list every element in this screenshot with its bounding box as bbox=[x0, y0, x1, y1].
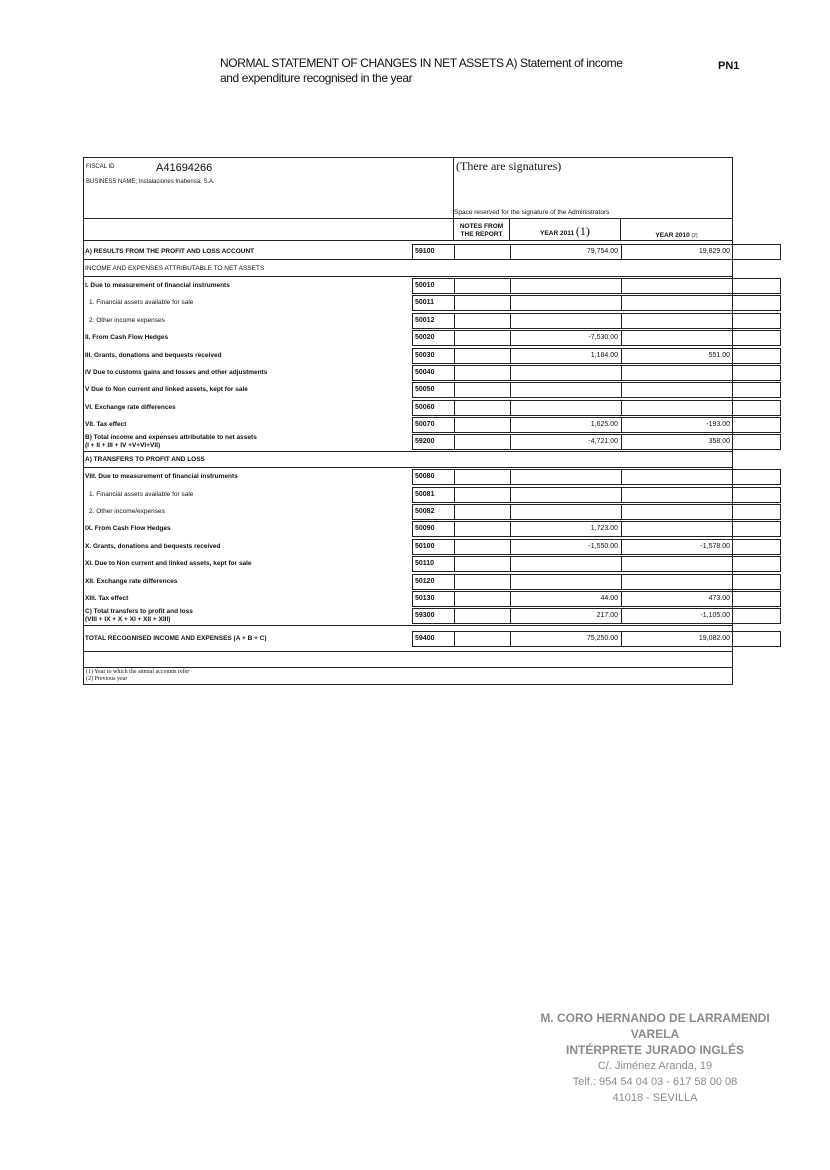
value-year-previous: -1,578.00 bbox=[700, 543, 730, 550]
cell-divider bbox=[621, 366, 622, 380]
row-cells bbox=[412, 313, 781, 329]
cell-divider bbox=[454, 557, 455, 571]
row-label: B) Total income and expenses attributable to net assets bbox=[85, 434, 257, 441]
cell-divider bbox=[621, 505, 622, 519]
cell-divider bbox=[510, 575, 511, 589]
row-cells bbox=[412, 556, 781, 572]
value-year-current: -1,550.00 bbox=[588, 543, 618, 550]
footnote-1: (1) Year to which the annual accounts refer bbox=[86, 669, 190, 675]
cell-divider bbox=[621, 279, 622, 293]
table-row bbox=[84, 504, 732, 520]
row-label: XII. Exchange rate differences bbox=[85, 578, 178, 585]
year-current-label: YEAR bbox=[540, 230, 559, 237]
table-row bbox=[84, 348, 732, 364]
year-previous-header bbox=[621, 232, 732, 240]
cell-divider bbox=[454, 296, 455, 310]
row-code: 50050 bbox=[415, 386, 435, 393]
stamp-line-5: 41018 - SEVILLA bbox=[612, 1092, 698, 1104]
row-cells bbox=[412, 487, 781, 503]
table-row bbox=[84, 278, 732, 294]
cell-divider bbox=[454, 540, 455, 554]
row-label-formula: (I + II + III + IV +V+VI+VII) bbox=[85, 442, 161, 449]
value-year-previous: -1,105.00 bbox=[700, 612, 730, 619]
value-year-current: -4,721.00 bbox=[588, 438, 618, 445]
row-code: 50012 bbox=[415, 317, 435, 324]
table-row bbox=[84, 469, 732, 485]
fiscal-id-label: FISCAL ID bbox=[86, 164, 115, 170]
value-year-current: 1,625.00 bbox=[590, 421, 618, 428]
row-cells bbox=[412, 400, 781, 416]
row-code: 59300 bbox=[415, 612, 435, 619]
row-code: 50060 bbox=[415, 404, 435, 411]
cell-divider bbox=[621, 296, 622, 310]
title-line-2: and expenditure recognised in the year bbox=[220, 71, 413, 85]
table-row bbox=[84, 591, 732, 607]
row-label: III. Grants, donations and bequests received bbox=[85, 352, 222, 359]
row-code: 50030 bbox=[415, 352, 435, 359]
row-cells bbox=[412, 469, 781, 485]
cell-divider bbox=[510, 505, 511, 519]
value-year-previous: 19,829.00 bbox=[698, 248, 730, 255]
statement-form bbox=[83, 157, 733, 685]
row-code: 50070 bbox=[415, 421, 435, 428]
cell-divider bbox=[510, 314, 511, 328]
divider bbox=[84, 259, 732, 260]
cell-divider bbox=[621, 522, 622, 536]
cell-divider bbox=[621, 383, 622, 397]
cell-divider bbox=[454, 575, 455, 589]
company-box bbox=[84, 158, 454, 218]
year-current-header bbox=[510, 224, 620, 238]
cell-divider bbox=[454, 505, 455, 519]
cell-divider bbox=[510, 557, 511, 571]
row-label: IX. From Cash Flow Hedges bbox=[85, 525, 171, 532]
cell-divider bbox=[454, 314, 455, 328]
divider bbox=[84, 667, 732, 668]
year-previous-ref: (2) bbox=[691, 233, 698, 239]
row-code: 50130 bbox=[415, 595, 435, 602]
form-code: PN1 bbox=[718, 60, 740, 72]
year-previous-value: 2010 bbox=[675, 232, 690, 239]
value-year-previous: 551.00 bbox=[708, 352, 730, 359]
row-label: XI. Due to Non current and linked assets, kept for sale bbox=[85, 560, 252, 567]
business-name: BUSINESS NAME; Instalaciones Inabensa, S.A. bbox=[86, 179, 215, 185]
row-code: 50040 bbox=[415, 369, 435, 376]
table-row bbox=[84, 487, 732, 503]
cell-divider bbox=[510, 383, 511, 397]
row-code: 50120 bbox=[415, 578, 435, 585]
table-row bbox=[84, 417, 732, 433]
cell-divider bbox=[454, 435, 455, 449]
cell-divider bbox=[454, 383, 455, 397]
stamp-line-2: INTÉRPRETE JURADO INGLÉS bbox=[565, 1043, 745, 1057]
cell-divider bbox=[454, 331, 455, 345]
stamp-line-3: C/. Jiménez Aranda, 19 bbox=[597, 1060, 713, 1072]
table-row bbox=[84, 608, 732, 624]
value-year-current: -7,530.00 bbox=[588, 334, 618, 341]
signature-note: (There are signatures) bbox=[456, 159, 562, 173]
row-cells bbox=[412, 365, 781, 381]
stamp-line-1: M. CORO HERNANDO DE LARRAMENDI VARELA bbox=[540, 1011, 770, 1041]
cell-divider bbox=[510, 470, 511, 484]
cell-divider bbox=[454, 245, 455, 259]
table-row bbox=[84, 382, 732, 398]
row-cells bbox=[412, 382, 781, 398]
row-label: 1. Financial assets available for sale bbox=[89, 491, 194, 498]
table-row bbox=[84, 434, 732, 450]
value-year-current: 79,754.00 bbox=[586, 248, 618, 255]
footnote-2: (2) Previous year bbox=[86, 676, 128, 682]
table-row bbox=[84, 365, 732, 381]
divider bbox=[84, 218, 732, 219]
cell-divider bbox=[454, 366, 455, 380]
table-row bbox=[84, 295, 732, 311]
cell-divider bbox=[510, 401, 511, 415]
row-code: 50020 bbox=[415, 334, 435, 341]
table-row bbox=[84, 330, 732, 346]
cell-divider bbox=[510, 296, 511, 310]
divider bbox=[84, 276, 732, 277]
row-code: 50011 bbox=[415, 299, 435, 306]
row-label: II. From Cash Flow Hedges bbox=[85, 334, 169, 341]
row-code: 50081 bbox=[415, 491, 435, 498]
row-label: IV Due to customs gains and losses and other adjustments bbox=[85, 369, 268, 376]
value-year-current: 44.00 bbox=[600, 595, 618, 602]
row-label: C) Total transfers to profit and loss bbox=[85, 608, 193, 615]
signature-space-label: Space reserved for the signature of the Administrators bbox=[454, 209, 610, 216]
table-row bbox=[84, 631, 732, 647]
row-label: INCOME AND EXPENSES ATTRIBUTABLE TO NET ASSETS bbox=[85, 265, 265, 272]
cell-divider bbox=[621, 331, 622, 345]
cell-divider bbox=[454, 470, 455, 484]
cell-divider bbox=[510, 366, 511, 380]
row-code: 50010 bbox=[415, 282, 435, 289]
row-cells bbox=[412, 278, 781, 294]
table-row bbox=[84, 452, 732, 468]
cell-divider bbox=[621, 401, 622, 415]
row-code: 50100 bbox=[415, 543, 435, 550]
row-label: A) TRANSFERS TO PROFIT AND LOSS bbox=[85, 456, 205, 463]
cell-divider bbox=[510, 279, 511, 293]
year-previous-label: YEAR bbox=[655, 232, 674, 239]
cell-divider bbox=[454, 522, 455, 536]
cell-divider bbox=[454, 488, 455, 502]
cell-divider bbox=[454, 349, 455, 363]
title-line-1: NORMAL STATEMENT OF CHANGES IN NET ASSETS A) Statement of income bbox=[220, 56, 623, 70]
row-code: 50090 bbox=[415, 525, 435, 532]
table-row bbox=[84, 313, 732, 329]
cell-divider bbox=[454, 632, 455, 646]
table-row bbox=[84, 244, 732, 260]
row-cells bbox=[412, 574, 781, 590]
fiscal-id-value: A41694266 bbox=[156, 162, 213, 174]
value-year-current: 1,723.00 bbox=[590, 525, 618, 532]
table-row bbox=[84, 521, 732, 537]
table-row bbox=[84, 556, 732, 572]
row-code: 50080 bbox=[415, 473, 435, 480]
translator-stamp bbox=[540, 1010, 770, 1106]
cell-divider bbox=[454, 401, 455, 415]
row-label: 1. Financial assets available for sale bbox=[89, 299, 194, 306]
value-year-previous: 358.00 bbox=[708, 438, 730, 445]
value-year-previous: 473.00 bbox=[708, 595, 730, 602]
row-label: X. Grants, donations and bequests received bbox=[85, 543, 221, 550]
row-label: VII. Tax effect bbox=[85, 421, 127, 428]
value-year-previous: 19,082.00 bbox=[698, 635, 730, 642]
cell-divider bbox=[621, 575, 622, 589]
row-code: 50082 bbox=[415, 508, 435, 515]
row-cells bbox=[412, 504, 781, 520]
value-year-previous: -193.00 bbox=[706, 421, 730, 428]
row-label: VI. Exchange rate differences bbox=[85, 404, 176, 411]
cell-divider bbox=[621, 557, 622, 571]
row-label: 2. Other income/expenses bbox=[89, 508, 165, 515]
cell-divider bbox=[454, 418, 455, 432]
row-code: 59200 bbox=[415, 438, 435, 445]
cell-divider bbox=[621, 314, 622, 328]
cell-divider bbox=[454, 592, 455, 606]
year-current-value: 2011 bbox=[559, 230, 575, 237]
row-label-formula: (VIII + IX + X + XI + XII + XIII) bbox=[85, 616, 171, 623]
year-current-ref: (1) bbox=[575, 224, 590, 238]
row-code: 59400 bbox=[415, 635, 435, 642]
divider bbox=[84, 625, 732, 626]
table-row bbox=[84, 400, 732, 416]
row-cells bbox=[412, 295, 781, 311]
row-label: VIII. Due to measurement of financial instruments bbox=[85, 473, 238, 480]
row-code: 50110 bbox=[415, 560, 435, 567]
divider bbox=[84, 467, 732, 468]
table-row bbox=[84, 261, 732, 277]
row-label: TOTAL RECOGNISED INCOME AND EXPENSES (A + B + C) bbox=[85, 635, 267, 642]
row-label: XIII. Tax effect bbox=[85, 595, 129, 602]
table-row bbox=[84, 574, 732, 590]
divider bbox=[84, 240, 732, 241]
cell-divider bbox=[454, 609, 455, 623]
value-year-current: 1,184.00 bbox=[590, 352, 618, 359]
row-label: V Due to Non current and linked assets, kept for sale bbox=[85, 386, 248, 393]
table-row bbox=[84, 539, 732, 555]
value-year-current: 75,250.00 bbox=[586, 635, 618, 642]
document-title bbox=[220, 56, 660, 86]
notes-column-header: NOTES FROM THE REPORT bbox=[459, 223, 504, 238]
cell-divider bbox=[621, 470, 622, 484]
row-label: A) RESULTS FROM THE PROFIT AND LOSS ACCOUNT bbox=[85, 248, 255, 255]
stamp-line-4: Telf.: 954 54 04 03 - 617 58 00 08 bbox=[572, 1076, 738, 1088]
cell-divider bbox=[621, 488, 622, 502]
cell-divider bbox=[510, 488, 511, 502]
cell-divider bbox=[454, 279, 455, 293]
row-code: 59100 bbox=[415, 248, 435, 255]
value-year-current: 217.00 bbox=[596, 612, 618, 619]
row-label: 2. Other income expenses bbox=[89, 317, 165, 324]
row-label: I. Due to measurement of financial instruments bbox=[85, 282, 230, 289]
divider bbox=[84, 651, 732, 652]
